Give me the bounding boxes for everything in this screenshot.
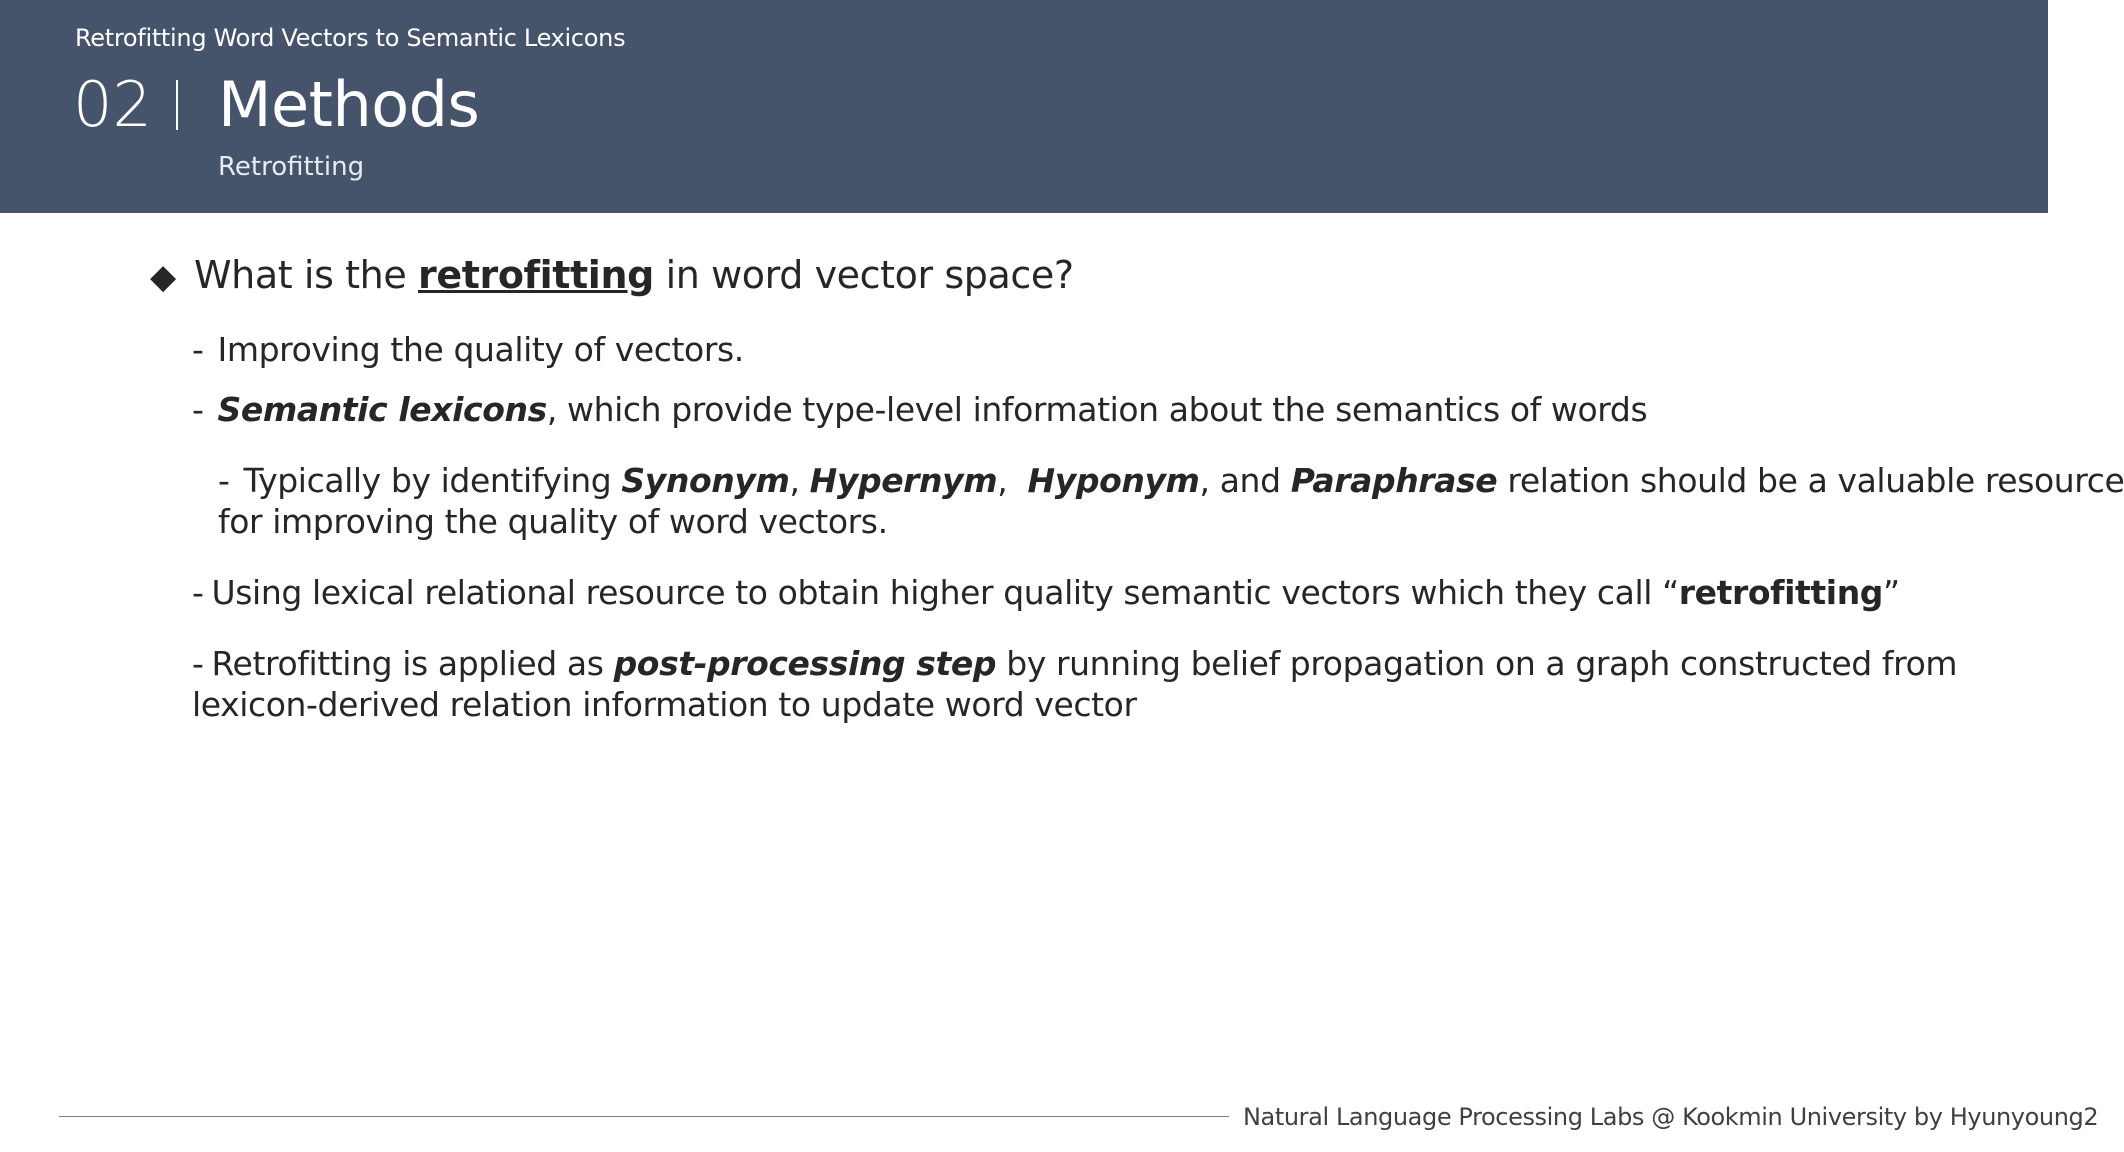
bullet-text: Typically by identifying (243, 461, 622, 500)
term-paraphrase: Paraphrase (1290, 461, 1498, 500)
question-suffix: in word vector space? (653, 253, 1074, 297)
section-subtitle: Retrofitting (218, 152, 365, 182)
term-hyponym: Hyponym (1027, 461, 1200, 500)
section-divider (176, 80, 178, 130)
bullet-line-1 (192, 643, 1957, 684)
separator: , (789, 461, 810, 500)
sub-bullet-line-1 (218, 460, 2124, 501)
footer-credit: Natural Language Processing Labs @ Kookmin University by Hyunyoung2 (1243, 1103, 2099, 1131)
diamond-bullet-icon: ◆ (150, 257, 176, 297)
question-prefix: What is the (194, 253, 418, 297)
dash-bullet: - (192, 644, 204, 683)
bullet-text: by running belief propagation on a graph constructed from (996, 644, 1958, 683)
dash-bullet: - (192, 390, 204, 429)
footer-divider (59, 1116, 1229, 1117)
bullet-semantic-lexicons (192, 390, 1647, 429)
dash-bullet: - (192, 573, 204, 612)
sub-bullet-relations (218, 460, 2124, 542)
sub-bullet-line-2: for improving the quality of word vectors. (218, 502, 888, 541)
bullet-text: Improving the quality of vectors. (217, 330, 744, 369)
section-number: 02 (73, 68, 152, 141)
deck-title: Retrofitting Word Vectors to Semantic Lexicons (75, 24, 626, 52)
main-question (150, 253, 1074, 297)
slide-header (0, 0, 2048, 213)
term-retrofitting: retrofitting (1678, 573, 1884, 612)
term-post-processing-step: post-processing step (613, 644, 997, 683)
closing-quote: ” (1883, 573, 1900, 612)
slide-body (0, 213, 2124, 1093)
bullet-text: Retrofitting is applied as (211, 644, 614, 683)
question-keyword: retrofitting (418, 253, 654, 297)
bullet-improving-quality (192, 330, 744, 369)
bullet-text: Using lexical relational resource to obtain higher quality semantic vectors which they call “ (211, 573, 1679, 612)
bullet-post-processing (192, 643, 1957, 725)
bullet-text: relation should be a valuable resource (1497, 461, 2124, 500)
section-title: Methods (218, 68, 480, 141)
bullet-lexical-resource (192, 573, 1900, 612)
term-synonym: Synonym (621, 461, 790, 500)
separator: , and (1199, 461, 1291, 500)
bullet-line-2: lexicon-derived relation information to update word vector (192, 685, 1137, 724)
term-hypernym: Hypernym (809, 461, 998, 500)
dash-bullet: - (218, 461, 230, 500)
term-semantic-lexicons: Semantic lexicons (217, 390, 547, 429)
separator: , (997, 461, 1028, 500)
dash-bullet: - (192, 330, 204, 369)
bullet-text: , which provide type-level information about the semantics of words (546, 390, 1648, 429)
